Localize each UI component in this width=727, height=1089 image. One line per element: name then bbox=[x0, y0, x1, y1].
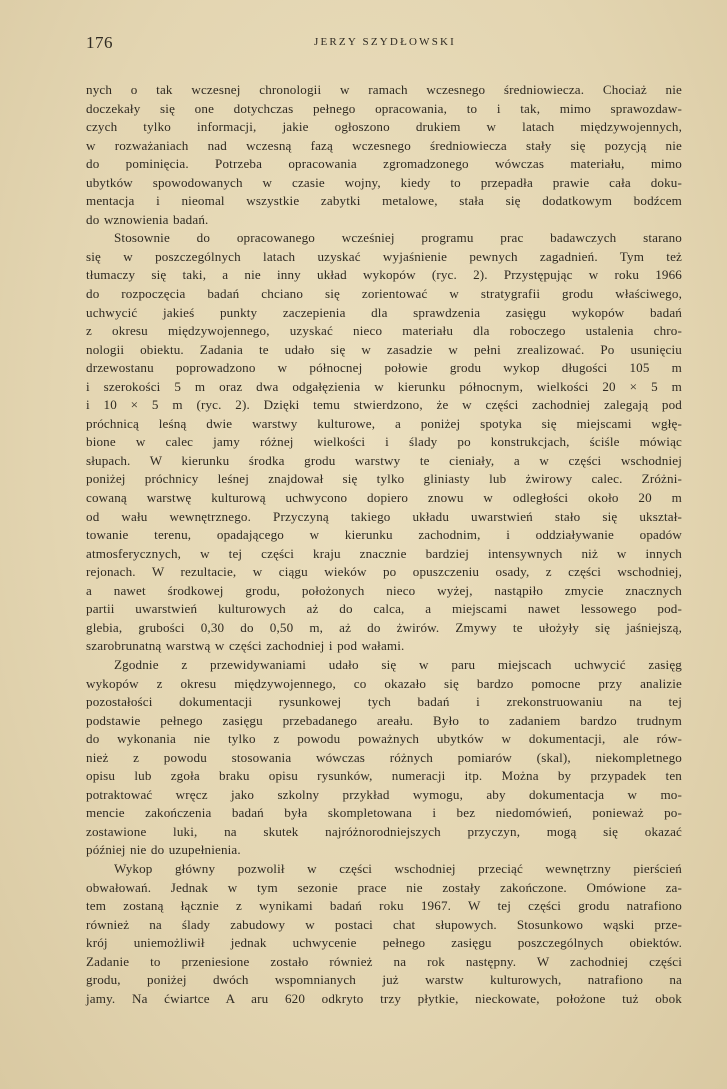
text-line: uchwycić jakieś punkty zaczepienia dla sprawdzenia zasięgu wykopów badań bbox=[86, 304, 682, 320]
text-line: poniżej próchnicy leśnej znajdował się tylko gliniasty lub żwirowy calec. Zróżni- bbox=[86, 471, 682, 487]
text-line: słupach. W kierunku środka grodu warstwy te cieniały, a w części wschodniej bbox=[86, 452, 682, 468]
text-line: a nawet środkowej grodu, położonych nieco wyżej, nastąpiło zmycie znacznych bbox=[86, 582, 682, 598]
text-line: nologii obiektu. Zadania te udało się w zasadzie w pełni zrealizować. Po usunięciu bbox=[86, 341, 682, 357]
text-line: potraktować wręcz jako szkolny przykład wymogu, aby dokumentacja w mo- bbox=[86, 786, 682, 802]
paragraph bbox=[86, 229, 682, 656]
text-line: ubytków spowodowanych w czasie wojny, kiedy to przepadła prawie cała doku- bbox=[86, 174, 682, 190]
text-line: nych o tak wczesnej chronologii w ramach wczesnego średniowiecza. Chociaż nie bbox=[86, 82, 682, 97]
text-line: drzewostanu poprowadzono w północnej połowie grodu wykop długości 105 m bbox=[86, 360, 682, 376]
text-line: Wykop główny pozwolił w części wschodniej przeciąć wewnętrzny pierścień bbox=[114, 860, 682, 876]
text-line: grodu, poniżej dwóch wspomnianych już warstw kulturowych, natrafiono na bbox=[86, 972, 682, 988]
text-line: opisu lub zgoła braku opisu rysunków, numeracji itp. Można by przypadek ten bbox=[86, 768, 682, 784]
text-line: od wału wewnętrznego. Przyczyną takiego układu uwarstwień stało się ukształ- bbox=[86, 508, 682, 524]
text-line: bione w calec jamy różnej wielkości i ślady po konstrukcjach, ściśle mówiąc bbox=[86, 434, 682, 450]
running-head bbox=[86, 33, 683, 57]
text-line: glebia, grubości 0,30 do 0,50 m, aż do żwirów. Zmywy te ułożyły się jaśniejszą, bbox=[86, 619, 682, 635]
paragraph bbox=[86, 656, 682, 860]
text-line: czych tylko informacji, jakie ogłoszono drukiem w latach międzywojennych, bbox=[86, 119, 682, 135]
text-line: w rozważaniach nad wczesną fazą wczesnego średniowiecza stały się pozycją nie bbox=[86, 137, 682, 153]
text-line: do pominięcia. Potrzeba opracowania zgromadzonego wówczas materiału, mimo bbox=[86, 156, 682, 172]
page-number: 176 bbox=[86, 33, 113, 52]
text-line: się w poszczególnych latach uzyskać wyjaśnienie pewnych zagadnień. Tym też bbox=[86, 248, 682, 264]
text-line: wykopów z okresu międzywojennego, co okazało się bardzo pomocne przy analizie bbox=[86, 675, 682, 691]
text-line: nież z powodu stosowania wówczas różnych pomiarów (skal), niekompletnego bbox=[86, 749, 682, 765]
text-line: mencie zakończenia badań była skompletowana i bez niedomówień, ponieważ po- bbox=[86, 805, 682, 821]
text-line: atmosferycznych, w tej części kraju znacznie bardziej intensywnych niż w innych bbox=[86, 545, 682, 561]
text-line: pozostałości dokumentacji rysunkowej tych badań i zrekonstruowaniu na tej bbox=[86, 694, 682, 710]
text-line: zostawione luki, na skutek najróżnorodniejszych przyczyn, mogą się okazać bbox=[86, 823, 682, 839]
text-line: podstawie pełnego zasięgu przebadanego areału. Było to zadaniem bardzo trudnym bbox=[86, 712, 682, 728]
text-line: również na ślady zabudowy w postaci chat słupowych. Stosunkowo wąski prze- bbox=[86, 916, 682, 932]
text-line: później nie do uzupełnienia. bbox=[86, 842, 241, 858]
text-line: próchnicą leśną dwie warstwy kulturowe, a poniżej spotyka się miejscami wgłę- bbox=[86, 415, 682, 431]
body-text bbox=[86, 81, 682, 1008]
text-line: do rozpoczęcia badań chciano się zorientować w stratygrafii grodu właściwego, bbox=[86, 286, 682, 302]
text-line: doczekały się one dotychczas pełnego opracowania, to i tak, mimo sprawozdaw- bbox=[86, 100, 682, 116]
text-line: towanie terenu, opadającego w kierunku zachodnim, i oddziaływanie opadów bbox=[86, 527, 682, 543]
text-line: z okresu międzywojennego, uzyskać nieco materiału dla roboczego ustalenia chro- bbox=[86, 323, 682, 339]
text-line: Stosownie do opracowanego wcześniej programu prac badawczych starano bbox=[114, 230, 682, 246]
text-line: Zadanie to przeniesione zostało również na rok następny. W zachodniej części bbox=[86, 953, 682, 969]
text-line: i szerokości 5 m oraz dwa odgałęzienia w kierunku północnym, wielkości 20 × 5 m bbox=[86, 378, 682, 394]
text-line: i 10 × 5 m (ryc. 2). Dzięki temu stwierdzono, że w części zachodniej zalegają pod bbox=[86, 397, 682, 413]
paragraph bbox=[86, 860, 682, 1008]
running-head-author: JERZY SZYDŁOWSKI bbox=[314, 36, 457, 48]
text-line: tem zostaną łącznie z wynikami badań roku 1967. W tej części grodu natrafiono bbox=[86, 898, 682, 914]
text-line: Zgodnie z przewidywaniami udało się w paru miejscach uchwycić zasięg bbox=[114, 656, 682, 672]
text-line: do wykonania nie tylko z powodu poważnych ubytków w dokumentacji, ale rów- bbox=[86, 731, 682, 747]
text-line: szarobrunatną warstwą w części zachodniej i pod wałami. bbox=[86, 638, 405, 654]
paragraph bbox=[86, 81, 682, 229]
text-line: mentacja i nieomal wszystkie zabytki metalowe, stała się dodatkowym bodźcem bbox=[86, 193, 682, 209]
text-line: partii uwarstwień kulturowych aż do calca, a miejscami nawet lessowego pod- bbox=[86, 601, 682, 617]
text-line: do wznowienia badań. bbox=[86, 211, 209, 227]
text-line: obwałowań. Jednak w tym sezonie prace nie zostały zakończone. Omówione za- bbox=[86, 879, 682, 895]
text-line: cowaną warstwę kulturową uchwycono dopiero znowu w odległości około 20 m bbox=[86, 490, 682, 506]
text-line: krój uniemożliwił jednak uchwycenie pełnego zasięgu poszczególnych obiektów. bbox=[86, 935, 682, 951]
text-line: rejonach. W rezultacie, w ciągu wieków po opuszczeniu osady, z części wschodniej, bbox=[86, 564, 682, 580]
text-line: tłumaczy się taki, a nie inny układ wykopów (ryc. 2). Przystępując w roku 1966 bbox=[86, 267, 682, 283]
text-line: jamy. Na ćwiartce A aru 620 odkryto trzy płytkie, nieckowate, położone tuż obok bbox=[86, 990, 682, 1006]
